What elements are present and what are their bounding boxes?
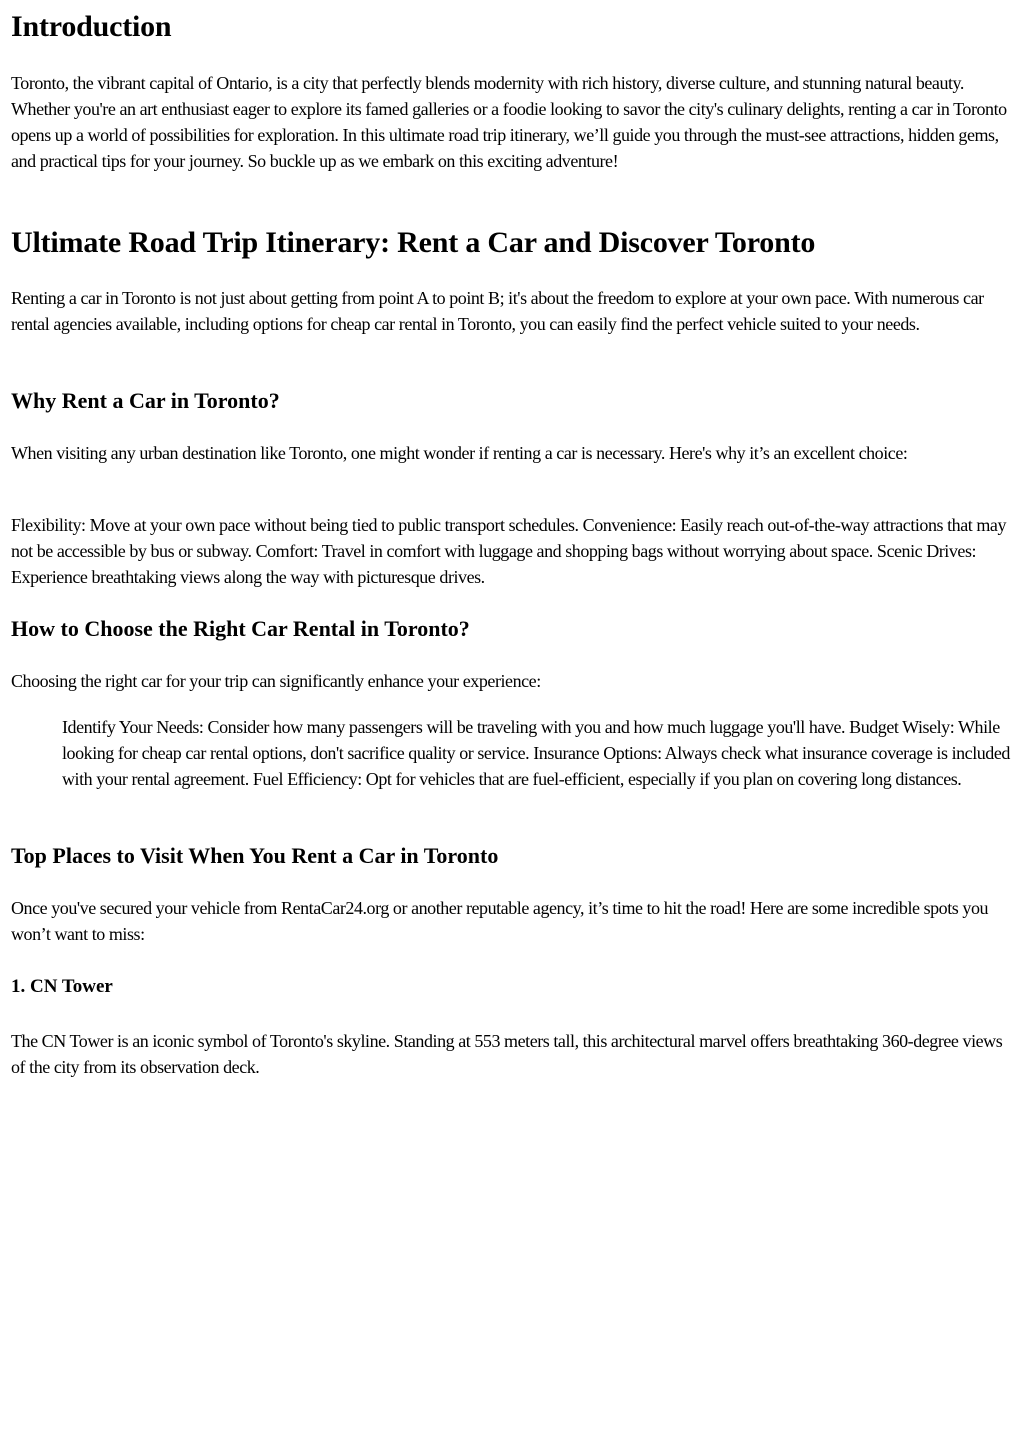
choose-list: Identify Your Needs: Consider how many passengers will be traveling with you and how much luggage you'll have. Budget Wisely: While looking for cheap car rental options, don't sacrifice quality or service. Insurance Options: Always check what insurance coverage is included with your rental agreement. Fuel Efficiency: Opt for vehicles that are fuel-efficient, especially if you plan on covering long distances. [62, 717, 1010, 789]
places-heading: Top Places to Visit When You Rent a Car in Toronto [11, 843, 499, 868]
itinerary-paragraph: Renting a car in Toronto is not just about getting from point A to point B; it's about the freedom to explore at your own pace. With numerous car rental agencies available, including options for cheap car rental in Toronto, you can easily find the perfect vehicle suited to your needs. [11, 288, 984, 334]
intro-heading: Introduction [11, 10, 172, 43]
itinerary-heading: Ultimate Road Trip Itinerary: Rent a Car and Discover Toronto [11, 226, 816, 259]
places-paragraph: Once you've secured your vehicle from RentaCar24.org or another reputable agency, it’s time to hit the road! Here are some incredible spots you won’t want to miss: [11, 898, 989, 944]
intro-paragraph: Toronto, the vibrant capital of Ontario, is a city that perfectly blends modernity with rich history, diverse culture, and stunning natural beauty. Whether you're an art enthusiast eager to explore its famed galleries or a foodie looking to savor the city's culinary delights, renting a car in Toronto opens up a world of possibilities for exploration. In this ultimate road trip itinerary, we’ll guide you through the must-see attractions, hidden gems, and practical tips for your journey. So buckle up as we embark on this exciting adventure! [11, 73, 1007, 171]
why-paragraph: When visiting any urban destination like Toronto, one might wonder if renting a car is necessary. Here's why it’s an excellent choice: [11, 443, 908, 463]
cn-tower-heading: 1. CN Tower [11, 976, 113, 997]
cn-tower-paragraph: The CN Tower is an iconic symbol of Toronto's skyline. Standing at 553 meters tall, this architectural marvel offers breathtaking 360-degree views of the city from its observation deck. [11, 1031, 1003, 1077]
choose-paragraph: Choosing the right car for your trip can significantly enhance your experience: [11, 671, 541, 691]
why-heading: Why Rent a Car in Toronto? [11, 388, 280, 413]
why-list: Flexibility: Move at your own pace without being tied to public transport schedules. Convenience: Easily reach out-of-the-way attractions that may not be accessible by bus or subway. Comfort: Travel in comfort with luggage and shopping bags without worrying about space. Scenic Drives: Experience breathtaking views along the way with picturesque drives. [11, 515, 1007, 587]
choose-heading: How to Choose the Right Car Rental in Toronto? [11, 616, 470, 641]
